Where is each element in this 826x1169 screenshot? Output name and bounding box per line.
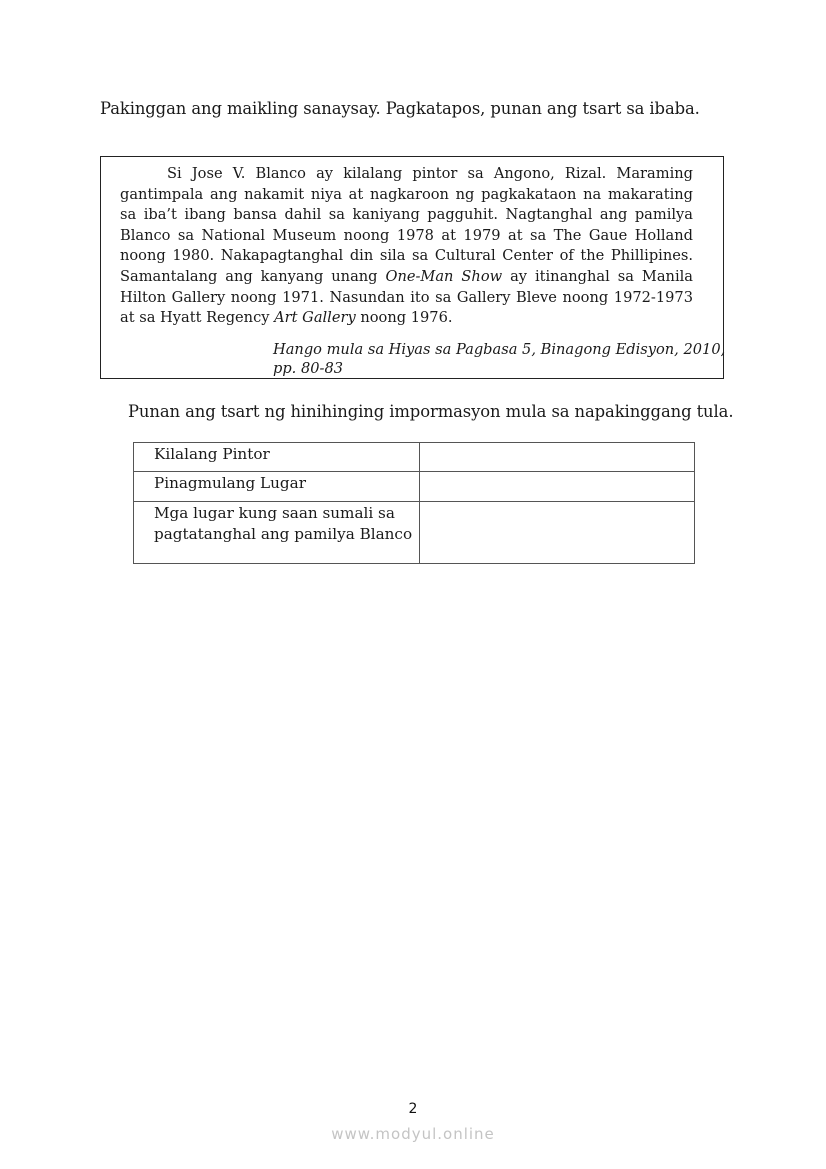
passage-italic-art-gallery: Art Gallery xyxy=(274,309,356,327)
passage-box xyxy=(100,156,724,379)
chart-label-cell: Kilalang Pintor xyxy=(134,443,420,472)
chart-answer-cell[interactable] xyxy=(420,502,695,564)
passage-part-3: noong 1976. xyxy=(355,309,453,327)
chart-answer-cell[interactable] xyxy=(420,472,695,502)
page-number: 2 xyxy=(408,1101,418,1117)
table-row xyxy=(134,502,695,564)
instruction-text: Pakinggan ang maikling sanaysay. Pagkatapos, punan ang tsart sa ibaba. xyxy=(100,99,700,118)
passage-italic-one-man-show: One-Man Show xyxy=(385,267,503,285)
chart-label-cell: Mga lugar kung saan sumali sa pagtatanghal ang pamilya Blanco xyxy=(134,502,420,564)
passage-part-2: ay itinanghal sa Manila Hilton Gallery noong 1971. Nasundan ito sa Gallery Bleve noong 1972-1973 at sa Hyatt Regency xyxy=(120,267,693,327)
info-chart xyxy=(133,442,695,564)
passage-part-1: Si Jose V. Blanco ay kilalang pintor sa Angono, Rizal. Maraming gantimpala ang nakamit niya at nagkaroon ng pagkakataon na makarating sa iba’t ibang bansa dahil sa kaniyang pagguhit. Nagtanghal ang pamilya Blanco sa National Museum noong 1978 at 1979 at sa The Gaue Holland noong 1980. Nakapagtanghal din sila sa Cultural Center of the Phillipines. Samantalang ang kanyang unang xyxy=(120,165,693,285)
chart-label-cell: Pinagmulang Lugar xyxy=(134,472,420,502)
chart-instruction: Punan ang tsart ng hinihinging impormasyon mula sa napakinggang tula. xyxy=(128,402,734,421)
passage-text xyxy=(120,164,693,329)
table-row xyxy=(134,472,695,502)
watermark: www.modyul.online xyxy=(331,1125,495,1143)
passage-source: Hango mula sa Hiyas sa Pagbasa 5, Binagong Edisyon, 2010, pp. 80-83 xyxy=(273,341,726,377)
chart-answer-cell[interactable] xyxy=(420,443,695,472)
table-row xyxy=(134,443,695,472)
